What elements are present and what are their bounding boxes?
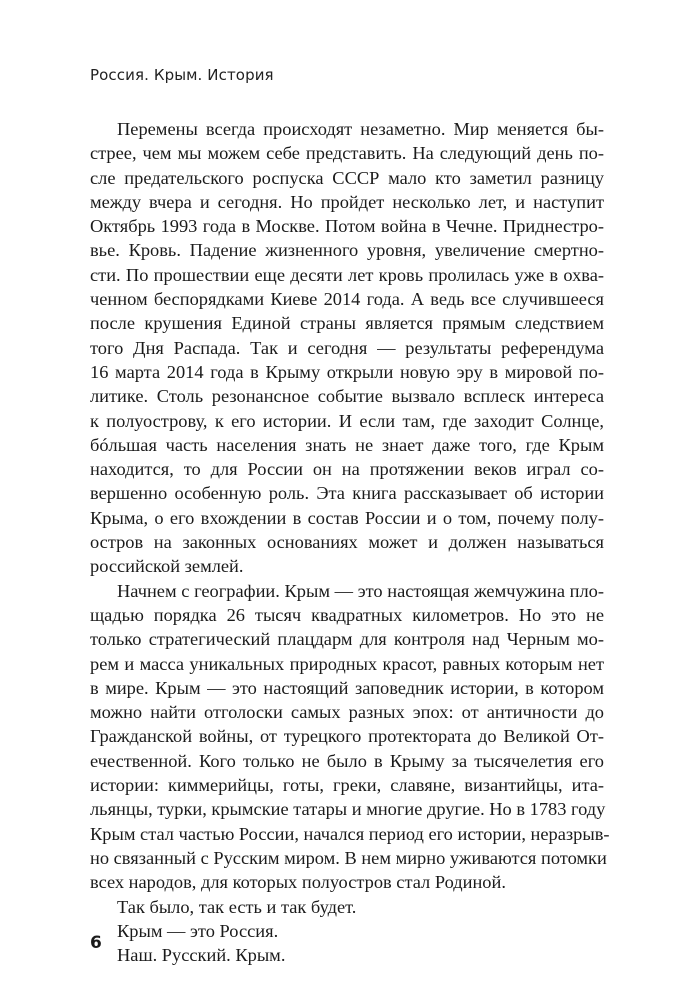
- text-line: между вчера и сегодня. Но пройдет несколько лет, и наступит: [90, 191, 604, 212]
- text-line: Наш. Русский. Крым.: [117, 945, 286, 966]
- paragraph: [90, 579, 610, 895]
- paragraph: [90, 117, 604, 579]
- text-line: стрее, чем мы можем себе представить. На следующий день по-: [90, 143, 604, 164]
- text-line: остров на законных основаниях может и должен называться: [90, 532, 604, 553]
- text-line: льянцы, турки, крымские татары и многие другие. Но в 1783 году: [90, 799, 606, 820]
- text-line: Крым стал частью России, начался период его истории, неразрыв-: [90, 823, 610, 844]
- text-line: Октябрь 1993 года в Москве. Потом война в Чечне. Приднестро-: [90, 216, 604, 237]
- text-line: находится, то для России он на протяжении веков играл со-: [90, 459, 604, 480]
- text-line: сти. По прошествии еще десяти лет кровь пролилась уже в охва-: [90, 264, 604, 285]
- text-line: Крым — это Россия.: [117, 920, 279, 941]
- text-line: только стратегический плацдарм для контроля над Черным мо-: [90, 629, 604, 650]
- page-number: 6: [90, 933, 102, 953]
- text-line: Гражданской войны, от турецкого протектората до Великой От-: [90, 726, 604, 747]
- text-line: того Дня Распада. Так и сегодня — результаты референдума: [90, 337, 604, 358]
- text-line: ченном беспорядками Киеве 2014 года. А ведь все случившееся: [90, 289, 604, 310]
- text-line: всех народов, для которых полуостров стал Родиной.: [90, 872, 506, 893]
- text-line: к полуострову, к его истории. И если там, где заходит Солнце,: [90, 410, 604, 431]
- paragraph: [90, 943, 604, 967]
- text-line: российской землей.: [90, 556, 244, 577]
- paragraph: [90, 895, 604, 919]
- text-line: Перемены всегда происходят незаметно. Мир меняется бы-: [117, 119, 604, 139]
- paragraph: [90, 919, 604, 943]
- text-line: вье. Кровь. Падение жизненного уровня, увеличение смертно-: [90, 240, 604, 261]
- text-line: Начнем с географии. Крым — это настоящая жемчужина пло-: [117, 580, 604, 601]
- text-line: 16 марта 2014 года в Крыму открыли новую эру в мировой по-: [90, 361, 604, 382]
- text-line: после крушения Единой страны является прямым следствием: [90, 313, 604, 334]
- text-line: можно найти отголоски самых разных эпох: от античности до: [90, 702, 604, 723]
- body-text: [90, 117, 610, 967]
- text-line: рем и масса уникальных природных красот, равных которым нет: [90, 653, 604, 674]
- text-line: ечественной. Кого только не было в Крыму за тысячелетия его: [90, 750, 604, 771]
- text-line: щадью порядка 26 тысяч квадратных километров. Но это не: [90, 604, 604, 625]
- text-line: Так было, так есть и так будет.: [117, 896, 357, 917]
- text-line: в мире. Крым — это настоящий заповедник истории, в котором: [90, 677, 604, 698]
- text-line: Крыма, о его вхождении в состав России и о том, почему полу-: [90, 507, 604, 528]
- text-line: сле предательского роспуска СССР мало кто заметил разницу: [90, 167, 604, 188]
- text-line: литике. Столь резонансное событие вызвало всплеск интереса: [90, 386, 604, 407]
- text-line: вершенно особенную роль. Эта книга рассказывает об истории: [90, 483, 604, 504]
- text-line: бóльшая часть населения знать не знает даже того, где Крым: [90, 434, 604, 455]
- text-line: но связанный с Русским миром. В нем мирно уживаются потомки: [90, 847, 607, 868]
- text-line: истории: киммерийцы, готы, греки, славяне, византийцы, ита-: [90, 775, 604, 796]
- running-head: Россия. Крым. История: [90, 66, 274, 84]
